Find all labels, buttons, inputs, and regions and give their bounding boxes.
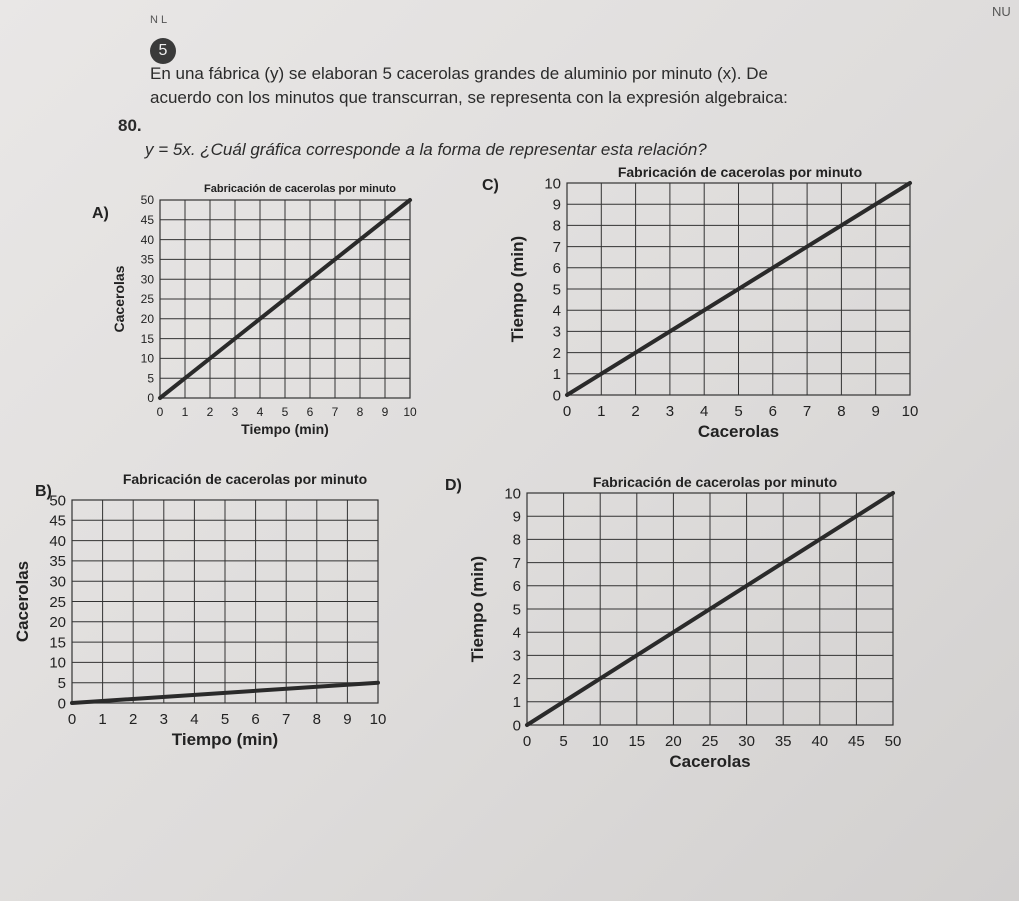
y-tick-label: 10 bbox=[140, 351, 154, 366]
x-tick-label: 40 bbox=[811, 733, 829, 750]
question-line-1: En una fábrica (y) se elaboran 5 cacerolas grandes de aluminio por minuto (x). De bbox=[150, 64, 768, 83]
x-tick-label: 9 bbox=[343, 711, 352, 728]
y-tick-label: 5 bbox=[512, 601, 521, 619]
y-tick-label: 20 bbox=[49, 614, 66, 632]
y-tick-label: 1 bbox=[512, 694, 521, 712]
x-tick-label: 35 bbox=[774, 733, 792, 750]
y-tick-label: 0 bbox=[147, 391, 154, 406]
option-label: C) bbox=[482, 177, 499, 194]
chart-2 bbox=[13, 471, 386, 749]
y-tick-label: 3 bbox=[512, 647, 521, 665]
y-tick-label: 45 bbox=[140, 213, 154, 227]
x-tick-label: 7 bbox=[802, 403, 812, 420]
y-axis-label: Tiempo (min) bbox=[468, 555, 487, 663]
chart-3 bbox=[482, 164, 918, 441]
x-tick-label: 20 bbox=[665, 733, 682, 750]
x-tick-label: 5 bbox=[220, 711, 230, 728]
y-tick-label: 8 bbox=[512, 531, 521, 549]
y-tick-label: 10 bbox=[544, 175, 561, 193]
x-tick-label: 10 bbox=[369, 711, 387, 728]
x-tick-label: 5 bbox=[281, 405, 289, 419]
y-tick-label: 15 bbox=[49, 634, 66, 652]
x-tick-label: 9 bbox=[871, 403, 880, 420]
y-tick-label: 3 bbox=[552, 323, 561, 341]
y-tick-label: 5 bbox=[57, 674, 66, 692]
y-tick-label: 6 bbox=[512, 578, 521, 596]
x-tick-label: 9 bbox=[381, 405, 389, 419]
y-tick-label: 20 bbox=[140, 312, 154, 326]
x-axis-label: Tiempo (min) bbox=[171, 730, 279, 749]
x-tick-label: 45 bbox=[848, 733, 865, 750]
x-tick-label: 15 bbox=[628, 733, 646, 750]
x-axis-label: Cacerolas bbox=[669, 752, 751, 771]
x-tick-label: 30 bbox=[738, 733, 755, 750]
x-tick-label: 10 bbox=[901, 403, 919, 420]
y-tick-label: 40 bbox=[49, 532, 66, 550]
x-tick-label: 6 bbox=[251, 711, 260, 728]
corner-mark: NU bbox=[992, 4, 1011, 19]
question-number: 80. bbox=[118, 116, 142, 135]
y-tick-label: 25 bbox=[140, 292, 154, 307]
y-tick-label: 4 bbox=[552, 302, 561, 320]
x-tick-label: 1 bbox=[597, 403, 606, 420]
x-tick-label: 0 bbox=[67, 711, 77, 728]
option-label: D) bbox=[445, 477, 462, 494]
y-tick-label: 50 bbox=[49, 492, 66, 510]
x-tick-label: 6 bbox=[306, 405, 314, 419]
x-tick-label: 0 bbox=[522, 733, 532, 750]
y-tick-label: 50 bbox=[140, 193, 154, 208]
y-tick-label: 7 bbox=[512, 554, 521, 572]
x-tick-label: 8 bbox=[837, 403, 846, 420]
x-tick-label: 3 bbox=[159, 711, 168, 728]
y-tick-label: 25 bbox=[49, 593, 66, 611]
x-tick-label: 7 bbox=[331, 405, 339, 419]
y-tick-label: 5 bbox=[147, 371, 154, 386]
x-tick-label: 25 bbox=[701, 733, 719, 750]
x-tick-label: 4 bbox=[700, 403, 709, 420]
y-tick-label: 35 bbox=[140, 252, 154, 267]
y-tick-label: 2 bbox=[512, 670, 521, 688]
y-axis-label: Cacerolas bbox=[13, 560, 32, 643]
y-tick-label: 7 bbox=[552, 238, 561, 256]
y-tick-label: 9 bbox=[512, 508, 521, 526]
y-tick-label: 15 bbox=[140, 331, 154, 346]
x-tick-label: 8 bbox=[356, 405, 364, 419]
question-line-2: acuerdo con los minutos que transcurran, se representa con la expresión algebraica: bbox=[150, 88, 788, 107]
x-tick-label: 3 bbox=[231, 405, 239, 419]
x-tick-label: 4 bbox=[256, 405, 264, 419]
x-tick-label: 0 bbox=[156, 405, 164, 419]
x-tick-label: 5 bbox=[734, 403, 743, 420]
y-tick-label: 0 bbox=[57, 695, 66, 713]
y-tick-label: 6 bbox=[552, 260, 561, 278]
chart-4 bbox=[445, 474, 901, 771]
x-tick-label: 7 bbox=[282, 711, 291, 728]
y-tick-label: 4 bbox=[512, 624, 521, 642]
y-tick-label: 35 bbox=[49, 553, 66, 571]
x-tick-label: 4 bbox=[190, 711, 199, 728]
x-tick-label: 2 bbox=[206, 405, 214, 419]
x-tick-label: 50 bbox=[884, 733, 902, 750]
y-tick-label: 2 bbox=[552, 344, 561, 362]
question-line-3: y = 5x. ¿Cuál gráfica corresponde a la forma de representar esta relación? bbox=[145, 140, 707, 159]
y-tick-label: 10 bbox=[504, 485, 521, 503]
x-tick-label: 10 bbox=[403, 405, 417, 419]
y-tick-label: 30 bbox=[140, 272, 154, 287]
option-label: A) bbox=[92, 205, 109, 222]
x-axis-label: Tiempo (min) bbox=[241, 421, 329, 437]
chart-title: Fabricación de cacerolas por minuto bbox=[592, 474, 838, 490]
x-axis-label: Cacerolas bbox=[697, 422, 780, 441]
chart-1 bbox=[92, 183, 417, 437]
y-tick-label: 30 bbox=[49, 573, 66, 591]
y-tick-label: 1 bbox=[552, 366, 561, 384]
y-axis-label: Tiempo (min) bbox=[508, 235, 527, 343]
x-tick-label: 2 bbox=[631, 403, 640, 420]
x-tick-label: 10 bbox=[591, 733, 609, 750]
x-tick-label: 8 bbox=[312, 711, 321, 728]
x-tick-label: 1 bbox=[181, 405, 189, 419]
x-tick-label: 6 bbox=[768, 403, 777, 420]
x-tick-label: 5 bbox=[559, 733, 568, 750]
x-tick-label: 2 bbox=[129, 711, 138, 728]
y-tick-label: 45 bbox=[49, 512, 66, 530]
x-tick-label: 1 bbox=[98, 711, 107, 728]
y-tick-label: 5 bbox=[552, 281, 561, 299]
y-tick-label: 9 bbox=[552, 196, 561, 214]
chart-title: Fabricación de cacerolas por minuto bbox=[617, 164, 863, 180]
x-tick-label: 3 bbox=[665, 403, 675, 420]
y-tick-label: 0 bbox=[552, 387, 561, 405]
page-number-badge: 5 bbox=[150, 38, 176, 64]
chart-title: Fabricación de cacerolas por minuto bbox=[204, 183, 396, 195]
option-label: B) bbox=[35, 483, 52, 500]
y-tick-label: 0 bbox=[512, 717, 521, 735]
y-axis-label: Cacerolas bbox=[111, 265, 127, 333]
header-mark: N L bbox=[150, 14, 168, 26]
x-tick-label: 0 bbox=[562, 403, 572, 420]
y-tick-label: 8 bbox=[552, 217, 561, 235]
y-tick-label: 10 bbox=[49, 654, 66, 672]
y-tick-label: 40 bbox=[140, 232, 154, 247]
chart-title: Fabricación de cacerolas por minuto bbox=[122, 471, 368, 487]
